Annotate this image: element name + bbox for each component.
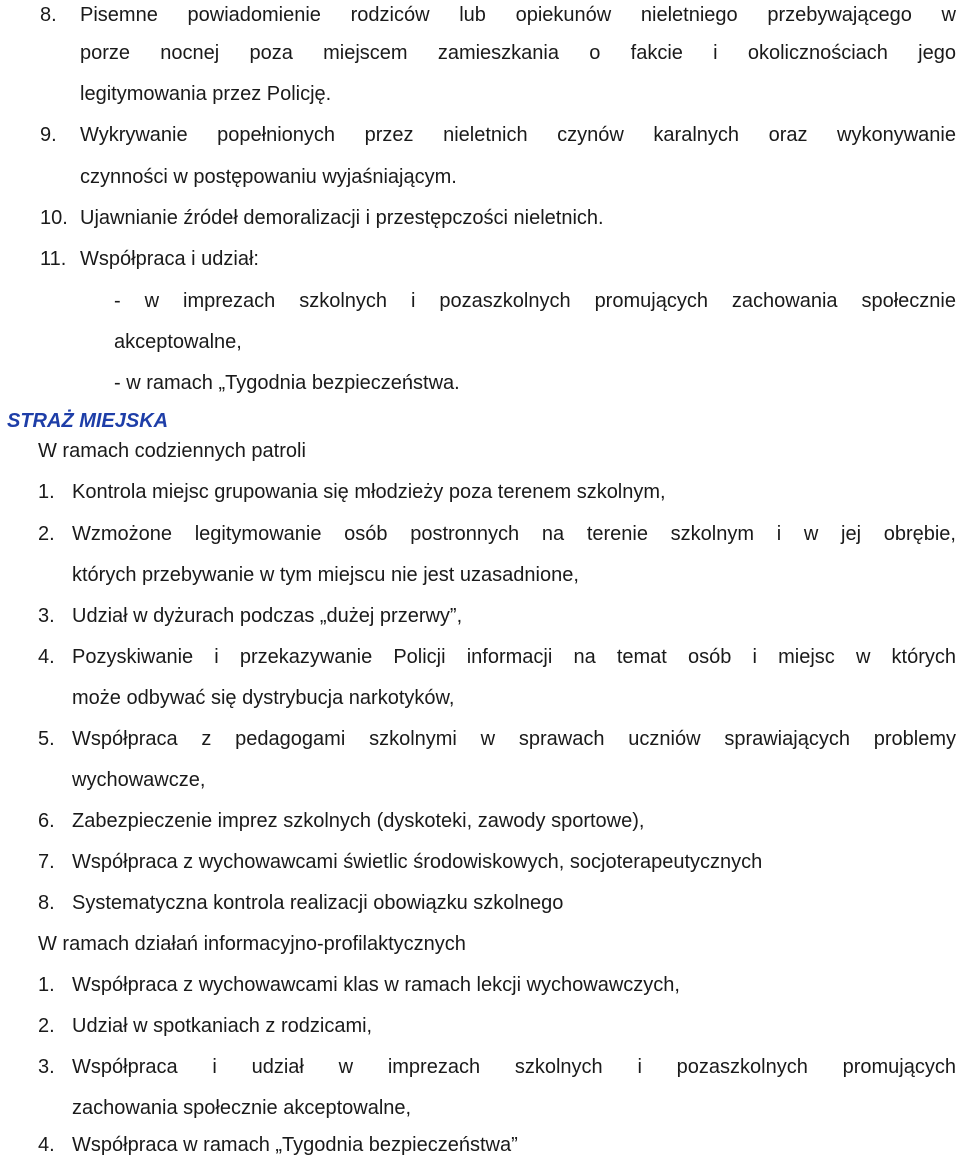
list-text: może odbywać się dystrybucja narkotyków, <box>72 687 455 709</box>
sub-item <box>0 368 960 398</box>
list-item-continuation <box>0 683 960 713</box>
list-item-continuation <box>0 38 960 68</box>
sub-item-text: akceptowalne, <box>114 331 242 353</box>
list-item-continuation <box>0 765 960 795</box>
list-item-patrol-3 <box>0 601 960 631</box>
list-text: Współpraca w ramach „Tygodnia bezpieczeństwa” <box>72 1134 518 1156</box>
list-item-patrol-8 <box>0 888 960 918</box>
list-item-patrol-6 <box>0 806 960 836</box>
list-text: Współpraca i udział: <box>80 248 259 270</box>
list-text: Systematyczna kontrola realizacji obowiązku szkolnego <box>72 892 564 914</box>
list-item-patrol-7 <box>0 847 960 877</box>
list-item-info-1 <box>0 970 960 1000</box>
list-item-patrol-4 <box>0 642 960 672</box>
list-number: 9. <box>40 124 57 146</box>
list-text: Wzmożone legitymowanie osób postronnych na terenie szkolnym i w jej obrębie, <box>72 523 956 545</box>
sub-item-continuation <box>0 327 960 357</box>
list-item-police-10 <box>0 203 960 233</box>
list-text: porze nocnej poza miejscem zamieszkania o fakcie i okolicznościach jego <box>80 42 956 64</box>
list-number: 1. <box>38 974 55 996</box>
list-text: Kontrola miejsc grupowania się młodzieży poza terenem szkolnym, <box>72 481 666 503</box>
list-text: czynności w postępowaniu wyjaśniającym. <box>80 166 457 188</box>
list-item-continuation <box>0 560 960 590</box>
list-number: 2. <box>38 1015 55 1037</box>
list-text: legitymowania przez Policję. <box>80 83 332 105</box>
list-text: Wykrywanie popełnionych przez nieletnich czynów karalnych oraz wykonywanie <box>80 124 956 146</box>
list-number: 4. <box>38 1134 55 1156</box>
list-text: Udział w dyżurach podczas „dużej przerwy”, <box>72 605 463 627</box>
list-item-info-2 <box>0 1011 960 1041</box>
list-item-continuation <box>0 1093 960 1123</box>
list-number: 2. <box>38 523 55 545</box>
list-number: 8. <box>40 4 57 26</box>
list-item-police-9 <box>0 120 960 150</box>
list-number: 5. <box>38 728 55 750</box>
list-number: 8. <box>38 892 55 914</box>
section-heading-row <box>0 406 960 436</box>
sub-item <box>0 286 960 316</box>
list-item-info-3 <box>0 1052 960 1082</box>
list-number: 1. <box>38 481 55 503</box>
list-text: Pisemne powiadomienie rodziców lub opiekunów nieletniego przebywającego w <box>80 4 956 26</box>
list-item-patrol-5 <box>0 724 960 754</box>
subsection-intro: W ramach działań informacyjno-profilaktycznych <box>38 933 466 955</box>
section-heading: STRAŻ MIEJSKA <box>7 410 169 432</box>
list-text: Ujawnianie źródeł demoralizacji i przestępczości nieletnich. <box>80 207 604 229</box>
sub-item-text: - w ramach „Tygodnia bezpieczeństwa. <box>114 372 460 394</box>
list-item-patrol-1 <box>0 477 960 507</box>
subsection-intro: W ramach codziennych patroli <box>38 440 306 462</box>
list-item-continuation <box>0 162 960 192</box>
list-text: Współpraca z pedagogami szkolnymi w sprawach uczniów sprawiających problemy <box>72 728 956 750</box>
list-item-police-8 <box>0 0 960 30</box>
list-text: Zabezpieczenie imprez szkolnych (dyskoteki, zawody sportowe), <box>72 810 645 832</box>
list-text: Współpraca z wychowawcami klas w ramach lekcji wychowawczych, <box>72 974 680 996</box>
list-item-patrol-2 <box>0 519 960 549</box>
list-text: Pozyskiwanie i przekazywanie Policji informacji na temat osób i miejsc w których <box>72 646 956 668</box>
list-text: Udział w spotkaniach z rodzicami, <box>72 1015 373 1037</box>
subsection-intro-row <box>0 929 960 959</box>
list-item-info-4 <box>0 1130 960 1160</box>
list-item-police-11 <box>0 244 960 274</box>
list-text: Współpraca i udział w imprezach szkolnych i pozaszkolnych promujących <box>72 1056 956 1078</box>
list-number: 7. <box>38 851 55 873</box>
sub-item-text: - w imprezach szkolnych i pozaszkolnych promujących zachowania społecznie <box>114 290 956 312</box>
list-number: 3. <box>38 1056 55 1078</box>
list-number: 11. <box>40 248 67 270</box>
subsection-intro-row <box>0 436 960 466</box>
list-text: wychowawcze, <box>72 769 206 791</box>
list-number: 3. <box>38 605 55 627</box>
list-item-continuation <box>0 79 960 109</box>
list-number: 6. <box>38 810 55 832</box>
list-text: zachowania społecznie akceptowalne, <box>72 1097 412 1119</box>
list-number: 10. <box>40 207 68 229</box>
list-number: 4. <box>38 646 55 668</box>
list-text: Współpraca z wychowawcami świetlic środowiskowych, socjoterapeutycznych <box>72 851 763 873</box>
list-text: których przebywanie w tym miejscu nie jest uzasadnione, <box>72 564 579 586</box>
